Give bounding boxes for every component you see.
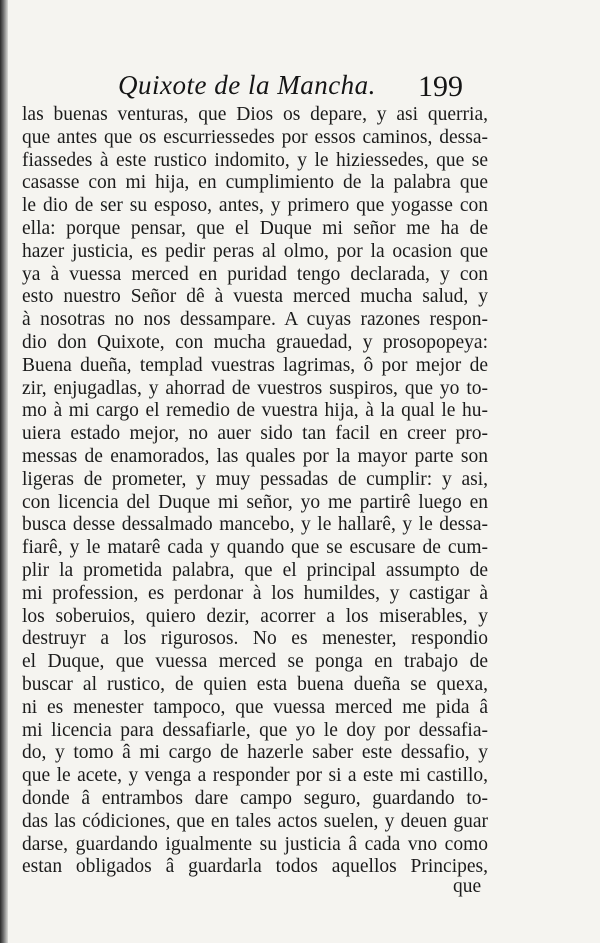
text-line: ya à vuessa merced en puridad tengo declarada, y con (22, 263, 488, 285)
text-line: zir, enjugadlas, y ahorrad de vuestros suspiros, que yo to- (22, 377, 488, 399)
text-line: casasse con mi hija, en cumplimiento de la palabra que (22, 172, 488, 194)
text-line: que le acete, y venga a responder por si a este mi castillo, (22, 765, 488, 787)
text-line: fiarê, y le matarê cada y quando que se escusare de cum- (22, 537, 488, 559)
text-line: los soberuios, quiero dezir, acorrer a los miserables, y (22, 605, 488, 627)
text-line: donde â entrambos dare campo seguro, guardando to- (22, 787, 488, 809)
text-line: hazer justicia, es pedir peras al olmo, por la ocasion que (22, 240, 488, 262)
text-line: Buena dueña, templad vuestras lagrimas, ô por mejor de (22, 354, 488, 376)
text-line: mi licencia para dessafiarle, que yo le doy por dessafia- (22, 719, 488, 741)
text-line: darse, guardando igualmente su justicia â cada vno como (22, 833, 488, 855)
page-number: 199 (418, 70, 463, 103)
text-line: messas de enamorados, las quales por la mayor parte son (22, 445, 488, 467)
text-line: estan obligados â guardarla todos aquellos Principes, (22, 856, 488, 878)
text-line: las buenas venturas, que Dios os depare, y asi querria, (22, 104, 488, 125)
text-line: le dio de ser su esposo, antes, y primero que yogasse con (22, 195, 488, 217)
text-line: mi profession, es perdonar à los humildes, y castigar à (22, 582, 488, 604)
text-line: dio don Quixote, con mucha grauedad, y prosopopeya: (22, 331, 488, 353)
text-line: busca desse dessalmado mancebo, y le hallarê, y le dessa- (22, 514, 488, 536)
text-line: plir la prometida palabra, que el principal assumpto de (22, 559, 488, 581)
text-line: ni es menester tampoco, que vuessa merced me pida â (22, 696, 488, 718)
text-line: das las códiciones, que en tales actos suelen, y deuen guar (22, 810, 488, 832)
text-line: fiassedes à este rustico indomito, y le hiziessedes, que se (22, 149, 488, 171)
text-line: mo à mi cargo el remedio de vuestra hija, à la qual le hu- (22, 400, 488, 422)
text-line: à nosotras no nos dessampare. A cuyas razones respon- (22, 309, 488, 331)
catchword: que (453, 876, 482, 897)
text-line: do, y tomo â mi cargo de hazerle saber este dessafio, y (22, 742, 488, 764)
running-title: Quixote de la Mancha. (118, 70, 376, 100)
text-line: uiera estado mejor, no auer sido tan facil en creer pro- (22, 423, 488, 445)
text-line: con licencia del Duque mi señor, yo me partirê luego en (22, 491, 488, 513)
text-line: ligeras de prometer, y muy pessadas de cumplir: y asi, (22, 468, 488, 490)
text-line: buscar al rustico, de quien esta buena dueña se quexa, (22, 673, 488, 695)
text-line: que antes que os escurriessedes por essos caminos, dessa- (22, 126, 488, 148)
page-binding-edge (0, 0, 8, 943)
text-line: ella: porque pensar, que el Duque mi señor me ha de (22, 217, 488, 239)
page-header (0, 70, 600, 106)
text-line: el Duque, que vuessa merced se ponga en trabajo de (22, 651, 488, 673)
text-line: esto nuestro Señor dê à vuesta merced mucha salud, y (22, 286, 488, 308)
text-line: destruyr a los rigurosos. No es menester, respondio (22, 628, 488, 650)
body-text (22, 104, 488, 879)
